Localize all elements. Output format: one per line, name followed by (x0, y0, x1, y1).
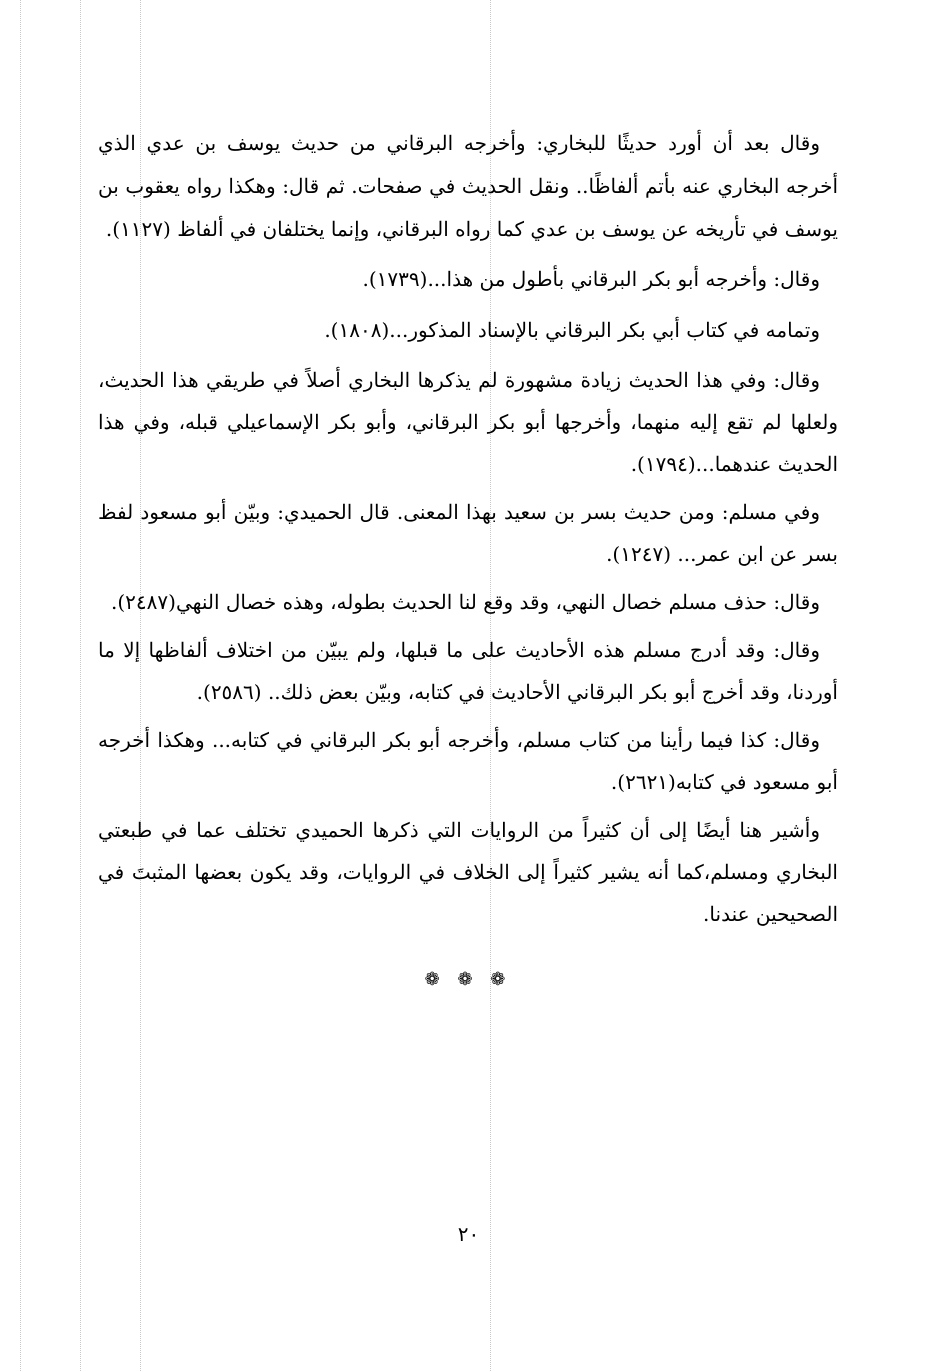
paragraph-8: وقال: كذا فيما رأينا من كتاب مسلم، وأخرجه أبو بكر البرقاني في كتابه... وهكذا أخرجه أبو مسعود في كتابه(٢٦٢١). (98, 728, 838, 794)
paragraph-9: وأشير هنا أيضًا إلى أن كثيراً من الروايات التي ذكرها الحميدي تختلف عما في طبعتي البخاري ومسلم،كما أنه يشير كثيراً إلى الخلاف في الروايات، وقد يكون بعضها المثبتَ في الصحيحين عندنا. (98, 818, 838, 926)
section-ornament: ❁ ❁ ❁ (424, 969, 512, 990)
paragraph-1: وقال بعد أن أورد حديثًا للبخاري: وأخرجه البرقاني من حديث يوسف بن عدي الذي أخرجه البخاري عنه بأتم ألفاظًا.. ونقل الحديث في صفحات. ثم قال: وهكذا رواه يعقوب بن يوسف في تأريخه عن يوسف بن عدي كما رواه البرقاني، وإنما يختلفان في ألفاظ (١١٢٧). (98, 131, 838, 241)
margin-guide-line (80, 0, 81, 1371)
paragraph-2: وقال: وأخرجه أبو بكر البرقاني بأطول من هذا...(١٧٣٩). (362, 267, 820, 291)
margin-guide-line (20, 0, 21, 1371)
paragraph-5: وفي مسلم: ومن حديث بسر بن سعيد بهذا المعنى. قال الحميدي: وبيّن أبو مسعود لفظ بسر عن ابن عمر... (١٢٤٧). (98, 500, 838, 566)
paragraph-7: وقال: وقد أدرج مسلم هذه الأحاديث على ما قبلها، ولم يبيّن من اختلاف ألفاظها إلا ما أوردنا، وقد أخرج أبو بكر البرقاني الأحاديث في كتابه، وبيّن بعض ذلك.. (٢٥٨٦). (98, 638, 838, 704)
page-number: ٢٠ (457, 1222, 480, 1246)
paragraph-3: وتمامه في كتاب أبي بكر البرقاني بالإسناد المذكور...(١٨٠٨). (324, 318, 820, 342)
paragraph-6: وقال: حذف مسلم خصال النهي، وقد وقع لنا الحديث بطوله، وهذه خصال النهي(٢٤٨٧). (111, 590, 820, 614)
page-body (98, 122, 838, 995)
paragraph-4: وقال: وفي هذا الحديث زيادة مشهورة لم يذكرها البخاري أصلاً في طريقي هذا الحديث، ولعلها لم تقع إليه منهما، وأخرجها أبو بكر البرقاني، وأبو بكر الإسماعيلي قبله، وفي هذا الحديث عندهما...(١٧٩٤). (98, 368, 838, 476)
